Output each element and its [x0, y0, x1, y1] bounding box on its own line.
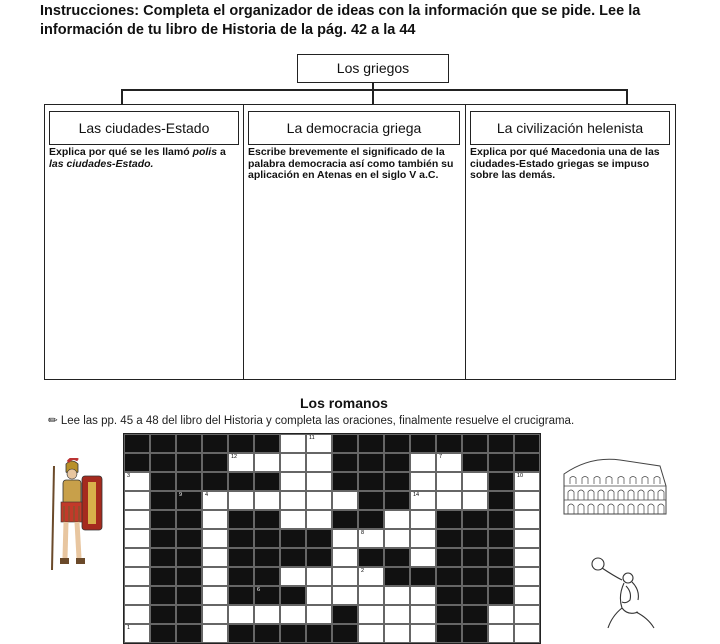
crossword-cell[interactable]	[436, 472, 462, 491]
crossword-cell-blocked	[228, 586, 254, 605]
crossword-cell-blocked	[306, 529, 332, 548]
crossword-cell-blocked	[332, 472, 358, 491]
crossword-cell-blocked	[462, 510, 488, 529]
crossword-cell[interactable]	[306, 472, 332, 491]
crossword-cell[interactable]	[124, 605, 150, 624]
crossword-cell[interactable]	[384, 586, 410, 605]
crossword-cell-blocked	[280, 529, 306, 548]
crossword-cell-blocked	[150, 510, 176, 529]
crossword-cell[interactable]	[306, 567, 332, 586]
crossword-cell[interactable]	[202, 510, 228, 529]
crossword-cell-blocked	[436, 529, 462, 548]
connector-vertical-left	[121, 89, 123, 105]
crossword-cell-blocked	[280, 624, 306, 643]
colosseum-illustration	[560, 452, 670, 520]
crossword-cell[interactable]	[384, 510, 410, 529]
crossword-cell[interactable]	[514, 510, 540, 529]
crossword-cell[interactable]	[202, 548, 228, 567]
crossword-cell[interactable]	[254, 605, 280, 624]
crossword-cell-blocked	[332, 434, 358, 453]
crossword-clue-number: 12	[231, 454, 238, 460]
crossword-cell-blocked	[410, 434, 436, 453]
crossword-cell-blocked	[150, 586, 176, 605]
column-prompt-city-states	[49, 147, 237, 170]
crossword-cell[interactable]	[410, 548, 436, 567]
romans-instruction	[48, 413, 574, 427]
crossword-cell-blocked	[150, 529, 176, 548]
crossword-clue-number: 1	[127, 625, 131, 631]
crossword-cell-blocked	[176, 529, 202, 548]
crossword-cell-blocked	[176, 567, 202, 586]
pencil-icon: ✏	[48, 415, 58, 427]
crossword-clue-number: 8	[361, 530, 365, 536]
crossword-cell[interactable]	[306, 434, 332, 453]
crossword-cell-blocked	[150, 567, 176, 586]
crossword-cell-blocked	[306, 624, 332, 643]
roman-soldier-illustration	[44, 458, 110, 572]
crossword-clue-number: 4	[205, 492, 209, 498]
crossword-cell[interactable]	[514, 605, 540, 624]
column-hellenistic	[465, 105, 675, 379]
column-title-democracy: La democracia griega	[248, 111, 460, 145]
crossword-cell-blocked	[436, 510, 462, 529]
crossword-cell[interactable]	[280, 472, 306, 491]
crossword-clue-number: 14	[413, 492, 420, 498]
crossword-cell-blocked	[488, 529, 514, 548]
crossword-cell-blocked	[150, 624, 176, 643]
crossword-cell-blocked	[332, 453, 358, 472]
crossword-cell[interactable]	[124, 624, 150, 643]
crossword-cell-blocked	[176, 624, 202, 643]
crossword-cell-blocked	[176, 491, 202, 510]
crossword-cell[interactable]	[306, 586, 332, 605]
crossword-cell[interactable]	[124, 529, 150, 548]
crossword-cell[interactable]	[280, 510, 306, 529]
crossword-cell[interactable]	[332, 491, 358, 510]
crossword-cell-blocked	[358, 548, 384, 567]
crossword-cell-blocked	[176, 434, 202, 453]
crossword-cell-blocked	[488, 491, 514, 510]
crossword-cell[interactable]	[410, 510, 436, 529]
crossword-cell[interactable]	[462, 491, 488, 510]
crossword-cell-blocked	[488, 453, 514, 472]
crossword-cell-blocked	[254, 586, 280, 605]
crossword-cell[interactable]	[462, 472, 488, 491]
crossword-cell-blocked	[332, 510, 358, 529]
column-title-hellenistic: La civilización helenista	[470, 111, 670, 145]
crossword-clue-number: 11	[309, 435, 315, 441]
crossword-cell-blocked	[176, 548, 202, 567]
crossword-cell-blocked	[150, 548, 176, 567]
crossword-cell[interactable]	[254, 453, 280, 472]
crossword-cell[interactable]	[306, 491, 332, 510]
crossword-cell-blocked	[150, 472, 176, 491]
romans-title: Los romanos	[300, 395, 388, 411]
crossword-cell[interactable]	[384, 529, 410, 548]
crossword-cell[interactable]	[358, 586, 384, 605]
crossword-cell-blocked	[384, 567, 410, 586]
crossword-cell[interactable]	[410, 453, 436, 472]
connector-vertical-right	[626, 89, 628, 105]
crossword-cell[interactable]	[254, 491, 280, 510]
crossword-cell-blocked	[462, 434, 488, 453]
crossword-cell[interactable]	[514, 567, 540, 586]
crossword-cell-blocked	[462, 548, 488, 567]
crossword-cell-blocked	[280, 586, 306, 605]
crossword-cell[interactable]	[280, 453, 306, 472]
crossword-cell-blocked	[228, 510, 254, 529]
column-city-states	[45, 105, 243, 379]
crossword-cell[interactable]	[358, 605, 384, 624]
crossword-cell-blocked	[228, 548, 254, 567]
crossword-clue-number: 10	[517, 473, 524, 479]
crossword-cell-blocked	[514, 434, 540, 453]
crossword-cell-blocked	[488, 586, 514, 605]
crossword-cell[interactable]	[436, 491, 462, 510]
crossword-cell[interactable]	[124, 472, 150, 491]
crossword-cell-blocked	[150, 453, 176, 472]
crossword-cell[interactable]	[280, 434, 306, 453]
crossword-cell-blocked	[124, 453, 150, 472]
crossword-clue-number: 6	[257, 587, 261, 593]
crossword-cell-blocked	[514, 453, 540, 472]
crossword-cell-blocked	[228, 624, 254, 643]
crossword-cell[interactable]	[124, 567, 150, 586]
crossword-cell-blocked	[254, 548, 280, 567]
crossword-cell[interactable]	[124, 548, 150, 567]
prompt-text: Explica por qué se les llamó	[49, 146, 193, 158]
crossword-cell-blocked	[436, 567, 462, 586]
crossword-cell-blocked	[228, 529, 254, 548]
crossword-cell[interactable]	[384, 624, 410, 643]
crossword-cell[interactable]	[358, 567, 384, 586]
crossword-cell-blocked	[358, 472, 384, 491]
crossword-cell-blocked	[202, 434, 228, 453]
crossword-cell-blocked	[176, 472, 202, 491]
crossword-cell[interactable]	[202, 586, 228, 605]
prompt-emphasis: polis	[192, 146, 218, 158]
crossword-cell[interactable]	[306, 453, 332, 472]
crossword-clue-number: 3	[127, 473, 131, 479]
crossword-cell-blocked	[176, 586, 202, 605]
crossword-cell[interactable]	[410, 605, 436, 624]
instructions-text: Instrucciones: Completa el organizador de ideas con la información que se pide. Lee la información de tu libro de Historia de la pág. 42 a la 44	[40, 3, 641, 38]
crossword-cell[interactable]	[332, 586, 358, 605]
column-prompt-hellenistic: Explica por qué Macedonia una de las ciudades-Estado griegas se impuso sobre las demás.	[470, 146, 660, 181]
crossword-cell[interactable]	[358, 624, 384, 643]
crossword-cell-blocked	[280, 548, 306, 567]
crossword-cell-blocked	[202, 472, 228, 491]
crossword-cell[interactable]	[202, 605, 228, 624]
crossword-cell[interactable]	[306, 605, 332, 624]
connector-horizontal	[121, 89, 627, 91]
crossword-cell[interactable]	[514, 624, 540, 643]
crossword-cell[interactable]	[202, 567, 228, 586]
crossword-cell[interactable]	[332, 567, 358, 586]
discobolus-illustration	[588, 556, 668, 630]
crossword-clue-number: 9	[179, 492, 183, 498]
crossword-cell-blocked	[254, 472, 280, 491]
crossword-cell[interactable]	[410, 586, 436, 605]
crossword-cell[interactable]	[410, 472, 436, 491]
crossword-grid	[123, 433, 541, 644]
crossword-cell-blocked	[436, 548, 462, 567]
crossword-cell-blocked	[462, 567, 488, 586]
crossword-cell-blocked	[488, 434, 514, 453]
crossword-cell-blocked	[358, 510, 384, 529]
crossword-cell-blocked	[254, 434, 280, 453]
crossword-cell-blocked	[202, 453, 228, 472]
crossword-cell-blocked	[488, 472, 514, 491]
crossword-cell-blocked	[462, 529, 488, 548]
crossword-cell-blocked	[332, 624, 358, 643]
crossword-cell-blocked	[124, 434, 150, 453]
crossword-cell[interactable]	[332, 529, 358, 548]
crossword-cell[interactable]	[280, 567, 306, 586]
column-democracy	[243, 105, 465, 379]
crossword-cell[interactable]	[228, 453, 254, 472]
crossword-cell-blocked	[462, 586, 488, 605]
crossword-cell[interactable]	[124, 491, 150, 510]
crossword-cell-blocked	[332, 605, 358, 624]
crossword-cell[interactable]	[332, 548, 358, 567]
crossword-cell-blocked	[436, 624, 462, 643]
crossword-cell[interactable]	[228, 605, 254, 624]
crossword-cell-blocked	[306, 548, 332, 567]
crossword-cell-blocked	[436, 586, 462, 605]
crossword-cell-blocked	[436, 434, 462, 453]
crossword-cell[interactable]	[514, 472, 540, 491]
crossword-cell[interactable]	[514, 529, 540, 548]
crossword-cell-blocked	[462, 453, 488, 472]
crossword-cell[interactable]	[410, 529, 436, 548]
crossword-cell-blocked	[410, 567, 436, 586]
column-prompt-democracy: Escribe brevemente el significado de la palabra democracia así como también su aplicación en Atenas en el siglo V a.C.	[248, 146, 454, 181]
crossword-cell-blocked	[462, 605, 488, 624]
prompt-emphasis: las ciudades-Estado.	[49, 157, 154, 170]
crossword-cell[interactable]	[410, 624, 436, 643]
crossword-cell[interactable]	[202, 529, 228, 548]
crossword-cell-blocked	[150, 491, 176, 510]
crossword-cell-blocked	[436, 605, 462, 624]
crossword-cell-blocked	[176, 510, 202, 529]
crossword-cell[interactable]	[228, 491, 254, 510]
crossword-cell-blocked	[384, 472, 410, 491]
crossword-cell-blocked	[358, 434, 384, 453]
crossword-clue-number: 2	[361, 568, 365, 574]
crossword-cell-blocked	[254, 529, 280, 548]
crossword-cell-blocked	[488, 548, 514, 567]
crossword-cell-blocked	[358, 453, 384, 472]
crossword-cell[interactable]	[514, 548, 540, 567]
crossword-cell-blocked	[228, 434, 254, 453]
crossword-cell-blocked	[488, 510, 514, 529]
crossword-cell[interactable]	[280, 491, 306, 510]
crossword-cell-blocked	[176, 605, 202, 624]
crossword-cell[interactable]	[202, 624, 228, 643]
crossword-cell-blocked	[228, 567, 254, 586]
crossword-cell[interactable]	[488, 624, 514, 643]
crossword-cell-blocked	[384, 548, 410, 567]
prompt-text: a	[217, 146, 226, 158]
crossword-cell[interactable]	[124, 510, 150, 529]
romans-instruction-text: Lee las pp. 45 a 48 del libro del Historia y completa las oraciones, finalmente resuelve el crucigrama.	[60, 415, 575, 427]
crossword-cell-blocked	[384, 491, 410, 510]
column-title-city-states: Las ciudades-Estado	[49, 111, 239, 145]
crossword-cell-blocked	[254, 567, 280, 586]
crossword-cell-blocked	[358, 491, 384, 510]
crossword-cell[interactable]	[306, 510, 332, 529]
crossword-cell[interactable]	[124, 586, 150, 605]
crossword-cell-blocked	[228, 472, 254, 491]
crossword-cell-blocked	[150, 434, 176, 453]
organizer-table	[44, 104, 676, 380]
crossword-cell-blocked	[150, 605, 176, 624]
crossword-cell[interactable]	[202, 491, 228, 510]
connector-vertical-middle	[372, 89, 374, 105]
crossword-cell[interactable]	[280, 605, 306, 624]
crossword-cell[interactable]	[384, 605, 410, 624]
crossword-cell-blocked	[176, 453, 202, 472]
crossword-cell[interactable]	[436, 453, 462, 472]
crossword-cell[interactable]	[514, 491, 540, 510]
crossword-clue-number: 7	[439, 454, 443, 460]
crossword-cell-blocked	[384, 434, 410, 453]
crossword-cell-blocked	[488, 567, 514, 586]
crossword-cell[interactable]	[358, 529, 384, 548]
crossword-cell[interactable]	[514, 586, 540, 605]
organizer-root-box: Los griegos	[297, 54, 449, 83]
crossword-cell[interactable]	[488, 605, 514, 624]
crossword-cell-blocked	[254, 624, 280, 643]
crossword-cell[interactable]	[410, 491, 436, 510]
crossword-cell-blocked	[384, 453, 410, 472]
crossword-cell-blocked	[462, 624, 488, 643]
crossword-cell-blocked	[254, 510, 280, 529]
